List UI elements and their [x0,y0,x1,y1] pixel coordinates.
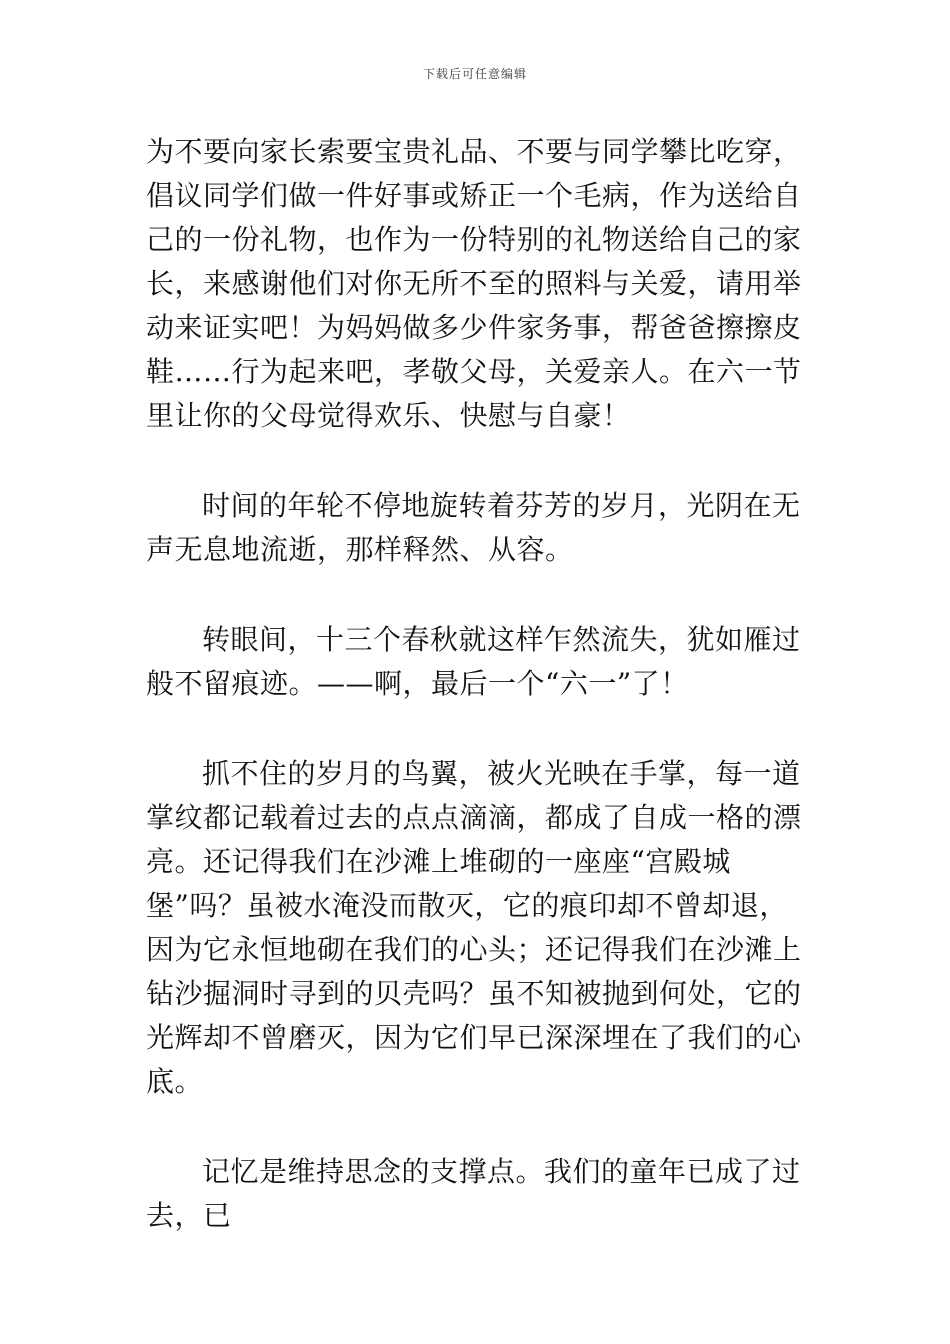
paragraph-1: 为不要向家长索要宝贵礼品、不要与同学攀比吃穿，倡议同学们做一件好事或矫正一个毛病，作为送给自己的一份礼物，也作为一份特别的礼物送给自己的家长，来感谢他们对你无所不至的照料与关爱，请用举动来证实吧！为妈妈做多少件家务事，帮爸爸擦擦皮鞋……行为起来吧，孝敬父母，关爱亲人。在六一节里让你的父母觉得欢乐、快慰与自豪！ [146,135,802,432]
page-header: 下载后可任意编辑 [422,67,527,81]
paragraph-5: 记忆是维持思念的支撑点。我们的童年已成了过去，已 [146,1155,801,1232]
paragraph-3: 转眼间，十三个春秋就这样乍然流失，犹如雁过般不留痕迹。——啊，最后一个“六一”了！ [146,623,801,700]
document-body [146,130,814,1284]
paragraph-2: 时间的年轮不停地旋转着芬芳的岁月，光阴在无声无息地流逝，那样释然、从容。 [146,489,801,566]
paragraph-4: 抓不住的岁月的鸟翼，被火光映在手掌，每一道掌纹都记载着过去的点点滴滴，都成了自成一格的漂亮。还记得我们在沙滩上堆砌的一座座“宫殿城堡”吗？虽被水淹没而散灭，它的痕印却不曾却退，因为它永恒地砌在我们的心头；还记得我们在沙滩上钻沙掘洞时寻到的贝壳吗？虽不知被抛到何处，它的光辉却不曾磨灭，因为它们早已深深埋在了我们的心底。 [146,757,802,1098]
